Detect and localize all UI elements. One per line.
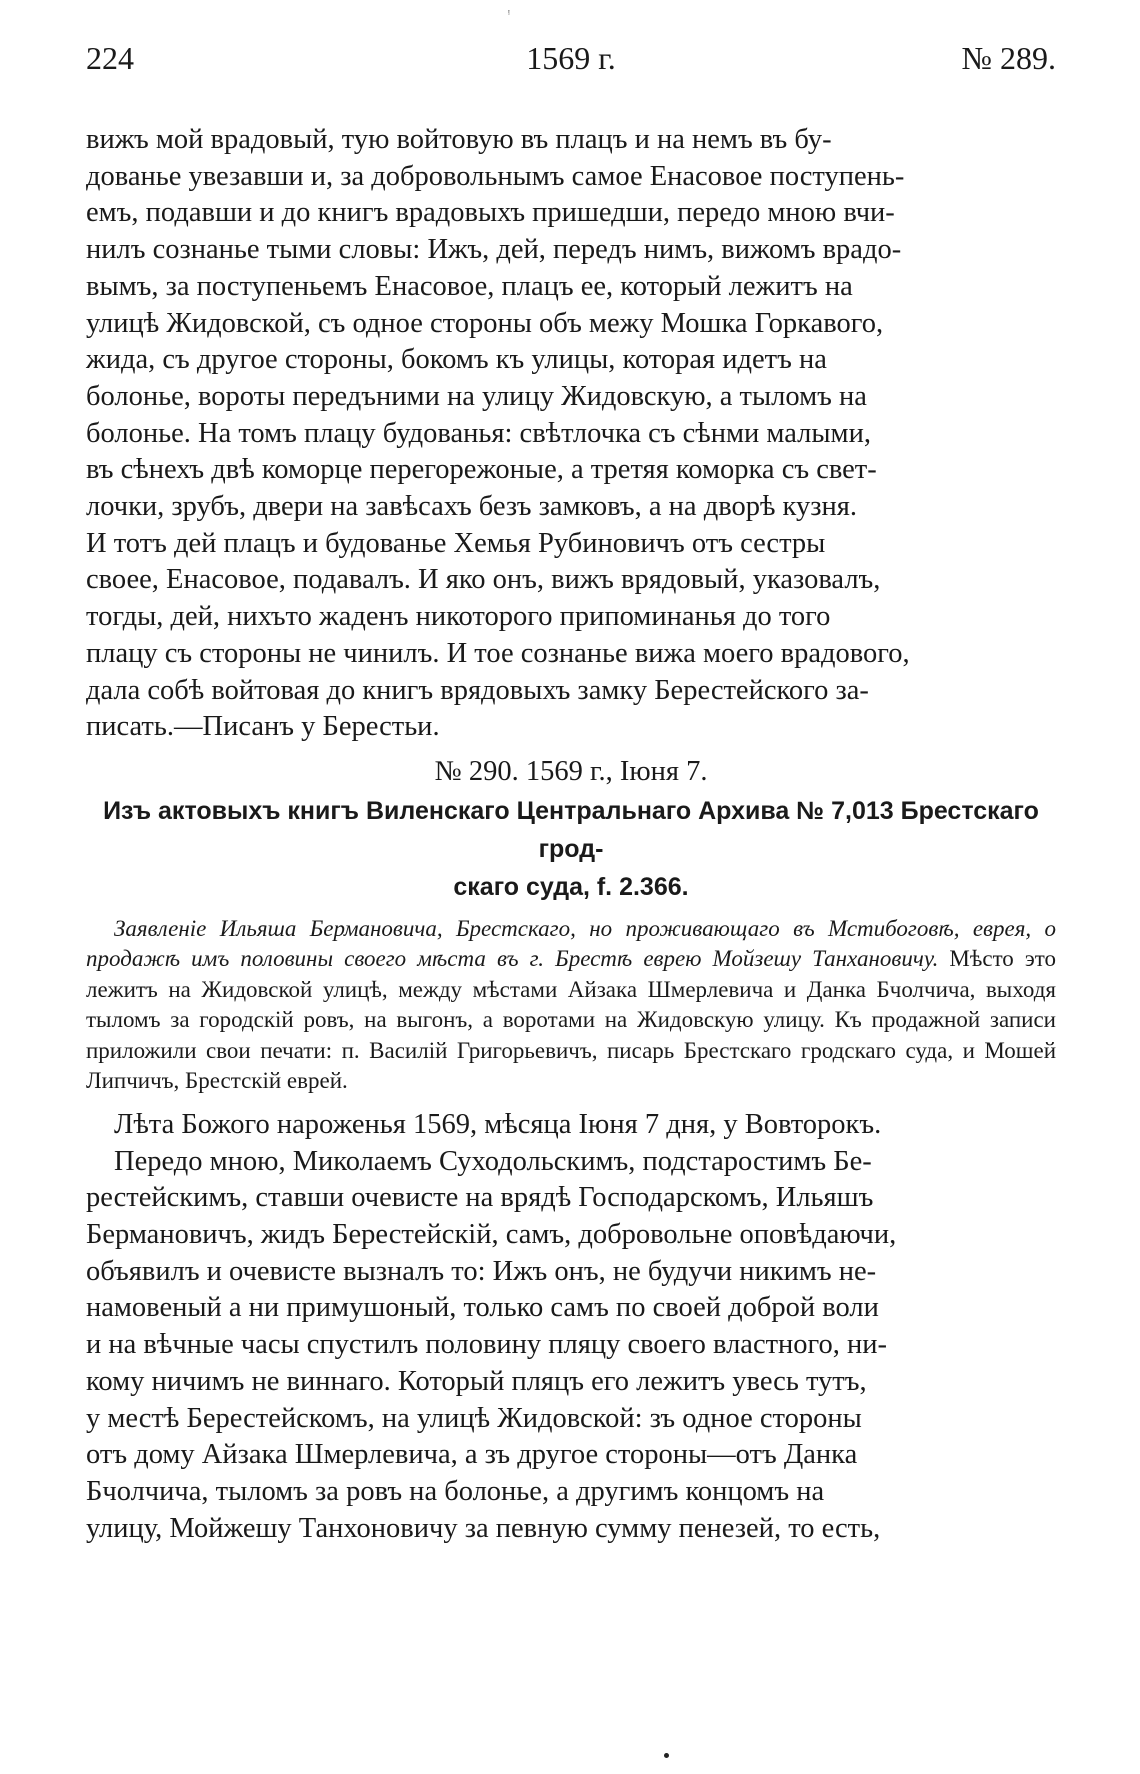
text-line: дала собѣ войтовая до книгъ врядовыхъ замку Берестейского за- <box>86 674 869 706</box>
summary-regular: Мѣсто это лежитъ на Жидовской улицѣ, между мѣстами Айзака Шмерлевича и Данка Бчолчича, выходя тыломъ за городскій ровъ, на выгонъ, а воротами на Жидовскую улицу. Къ продажной записи приложили свои печати: п. Василій Григорьевичъ, писарь Брестскаго гродскаго суда, и Мошей Липчичъ, Брестскій еврей. <box>86 946 1057 1094</box>
text-line: своее, Енасовое, подавалъ. И яко онъ, вижъ врядовый, указовалъ, <box>86 564 881 596</box>
document-page <box>86 40 1056 1547</box>
text-line: вижъ мой врадовый, тую войтовую въ плацъ и на немъ въ бу- <box>86 124 832 155</box>
source-citation-line: Изъ актовыхъ книгъ Виленскаго Центральнаго Архива № 7,013 Брестскаго грод- <box>103 796 1039 863</box>
text-line: тогды, дей, нихъто жаденъ никоторого припоминанья до того <box>86 601 831 633</box>
text-line: болонье. На томъ плацу будованья: свѣтлочка съ сѣнми малыми, <box>86 417 871 449</box>
running-head <box>86 40 1056 96</box>
text-line: Бчолчича, тыломъ за ровъ на болонье, а другимъ концомъ на <box>86 1475 825 1507</box>
text-line: у местѣ Берестейскомъ, на улицѣ Жидовской: зъ одное стороны <box>86 1402 862 1434</box>
text-line: рестейскимъ, ставши очевисте на врядѣ Господарскомъ, Ильяшъ <box>86 1182 874 1214</box>
text-line: Лѣта Божого нароженья 1569, мѣсяца Іюня 7 дня, у Вовторокъ. <box>114 1108 882 1140</box>
document-ref: № 289. <box>961 40 1056 76</box>
page-number: 224 <box>86 40 134 76</box>
text-line: намовеный а ни примушоный, только самъ по своей доброй воли <box>86 1292 879 1324</box>
source-citation <box>94 792 1048 906</box>
text-line: въ сѣнехъ двѣ коморце перегорежоные, а третяя коморка съ свет- <box>86 454 877 486</box>
text-line: отъ дому Айзака Шмерлевича, а зъ другое стороны—отъ Данка <box>86 1439 858 1471</box>
entry-summary <box>86 914 1056 1097</box>
continuation-text <box>86 122 1056 746</box>
text-line: писать.—Писанъ у Берестьи. <box>86 711 440 743</box>
text-line: Передо мною, Миколаемъ Суходольскимъ, подстаростимъ Бе- <box>114 1145 872 1177</box>
entry-body-text <box>86 1107 1056 1547</box>
page-edge-mark: ᵎ <box>508 6 510 20</box>
text-line: болонье, вороты передъними на улицу Жидовскую, а тыломъ на <box>86 380 867 412</box>
text-line: И тотъ дей плацъ и будованье Хемья Рубиновичъ отъ сестры <box>86 527 826 559</box>
text-line: и на вѣчные часы спустилъ половину пляцу своего властного, ни- <box>86 1329 888 1361</box>
entry-number-heading: № 290. 1569 г., Іюня 7. <box>434 755 708 787</box>
summary-italic: Заявленіе Ильяша Бермановича, Брестскаго, но проживающаго въ Мстибоговѣ, еврея, о продажѣ имъ половины своего мѣста въ г. Брестѣ еврею Мойзешу Танхановичу. <box>86 915 1056 972</box>
text-line: объявилъ и очевисте вызналъ то: Ижъ онъ, не будучи никимъ не- <box>86 1255 877 1287</box>
text-line: Бермановичъ, жидъ Берестейскій, самъ, добровольне оповѣдаючи, <box>86 1219 897 1251</box>
text-line: дованье увезавши и, за добровольнымъ самое Енасовое поступень- <box>86 160 905 192</box>
running-head-year: 1569 г. <box>526 40 616 76</box>
ink-speck <box>664 1753 669 1758</box>
source-citation-line: скаго суда, f. 2.366. <box>453 872 689 901</box>
text-line: плацу съ стороны не чинилъ. И тое сознанье вижа моего врадового, <box>86 637 910 669</box>
text-line: кому ничимъ не виннаго. Который пляцъ его лежитъ увесь тутъ, <box>86 1365 867 1397</box>
text-line: нилъ сознанье тыми словы: Ижъ, дей, передъ нимъ, вижомъ врадо- <box>86 234 902 266</box>
text-line: вымъ, за поступеньемъ Енасовое, плацъ ее, который лежитъ на <box>86 270 853 302</box>
text-line: емъ, подавши и до книгъ врадовыхъ пришедши, передо мною вчи- <box>86 197 895 229</box>
text-line: улицѣ Жидовской, съ одное стороны объ межу Мошка Горкавого, <box>86 307 884 339</box>
text-line: улицу, Мойжешу Танхоновичу за певную сумму пенезей, то есть, <box>86 1512 881 1544</box>
text-line: лочки, зрубъ, двери на завѣсахъ безъ замковъ, а на дворѣ кузня. <box>86 491 857 523</box>
text-line: жида, съ другое стороны, бокомъ къ улицы, которая идетъ на <box>86 344 827 376</box>
